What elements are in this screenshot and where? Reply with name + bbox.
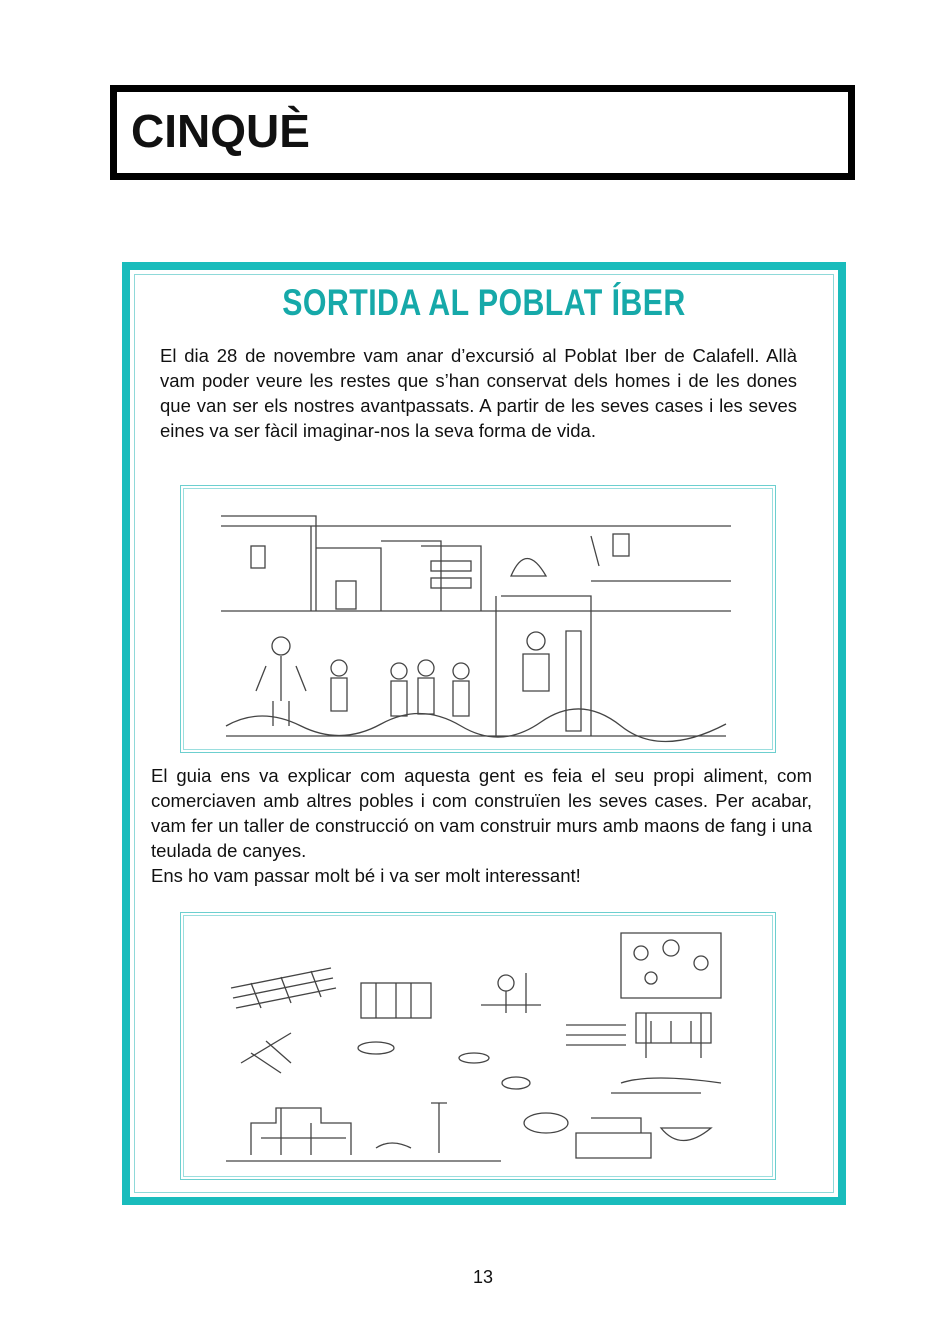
- paragraph-1: El dia 28 de novembre vam anar d’excursió al Poblat Iber de Calafell. Allà vam poder veure les restes que s’han conservat dels homes i de les dones que van ser els nostres avantpassats. A partir de les seves cases i les seves eines va ser fàcil imaginar-nos la seva forma de vida.: [160, 345, 797, 441]
- header-box: [110, 85, 855, 180]
- paragraph-2-text: El guia ens va explicar com aquesta gent es feia el seu propi aliment, com comerciaven amb altres pobles i com construïen les seves cases. Per acabar, vam fer un taller de construcció on vam construir murs amb maons de fang i una teulada de canyes.: [151, 765, 812, 861]
- paragraph-2: [151, 763, 812, 888]
- closing-sentence: Ens ho vam passar molt bé i va ser molt interessant!: [151, 865, 581, 886]
- article-title: SORTIDA AL POBLAT ÍBER: [282, 282, 686, 323]
- drawing-construction-workshop: [180, 912, 776, 1180]
- article-frame: [122, 262, 846, 1205]
- page-number: 13: [472, 1267, 494, 1287]
- header-title: CINQUÈ: [131, 105, 310, 157]
- drawing-village-visit: [180, 485, 776, 753]
